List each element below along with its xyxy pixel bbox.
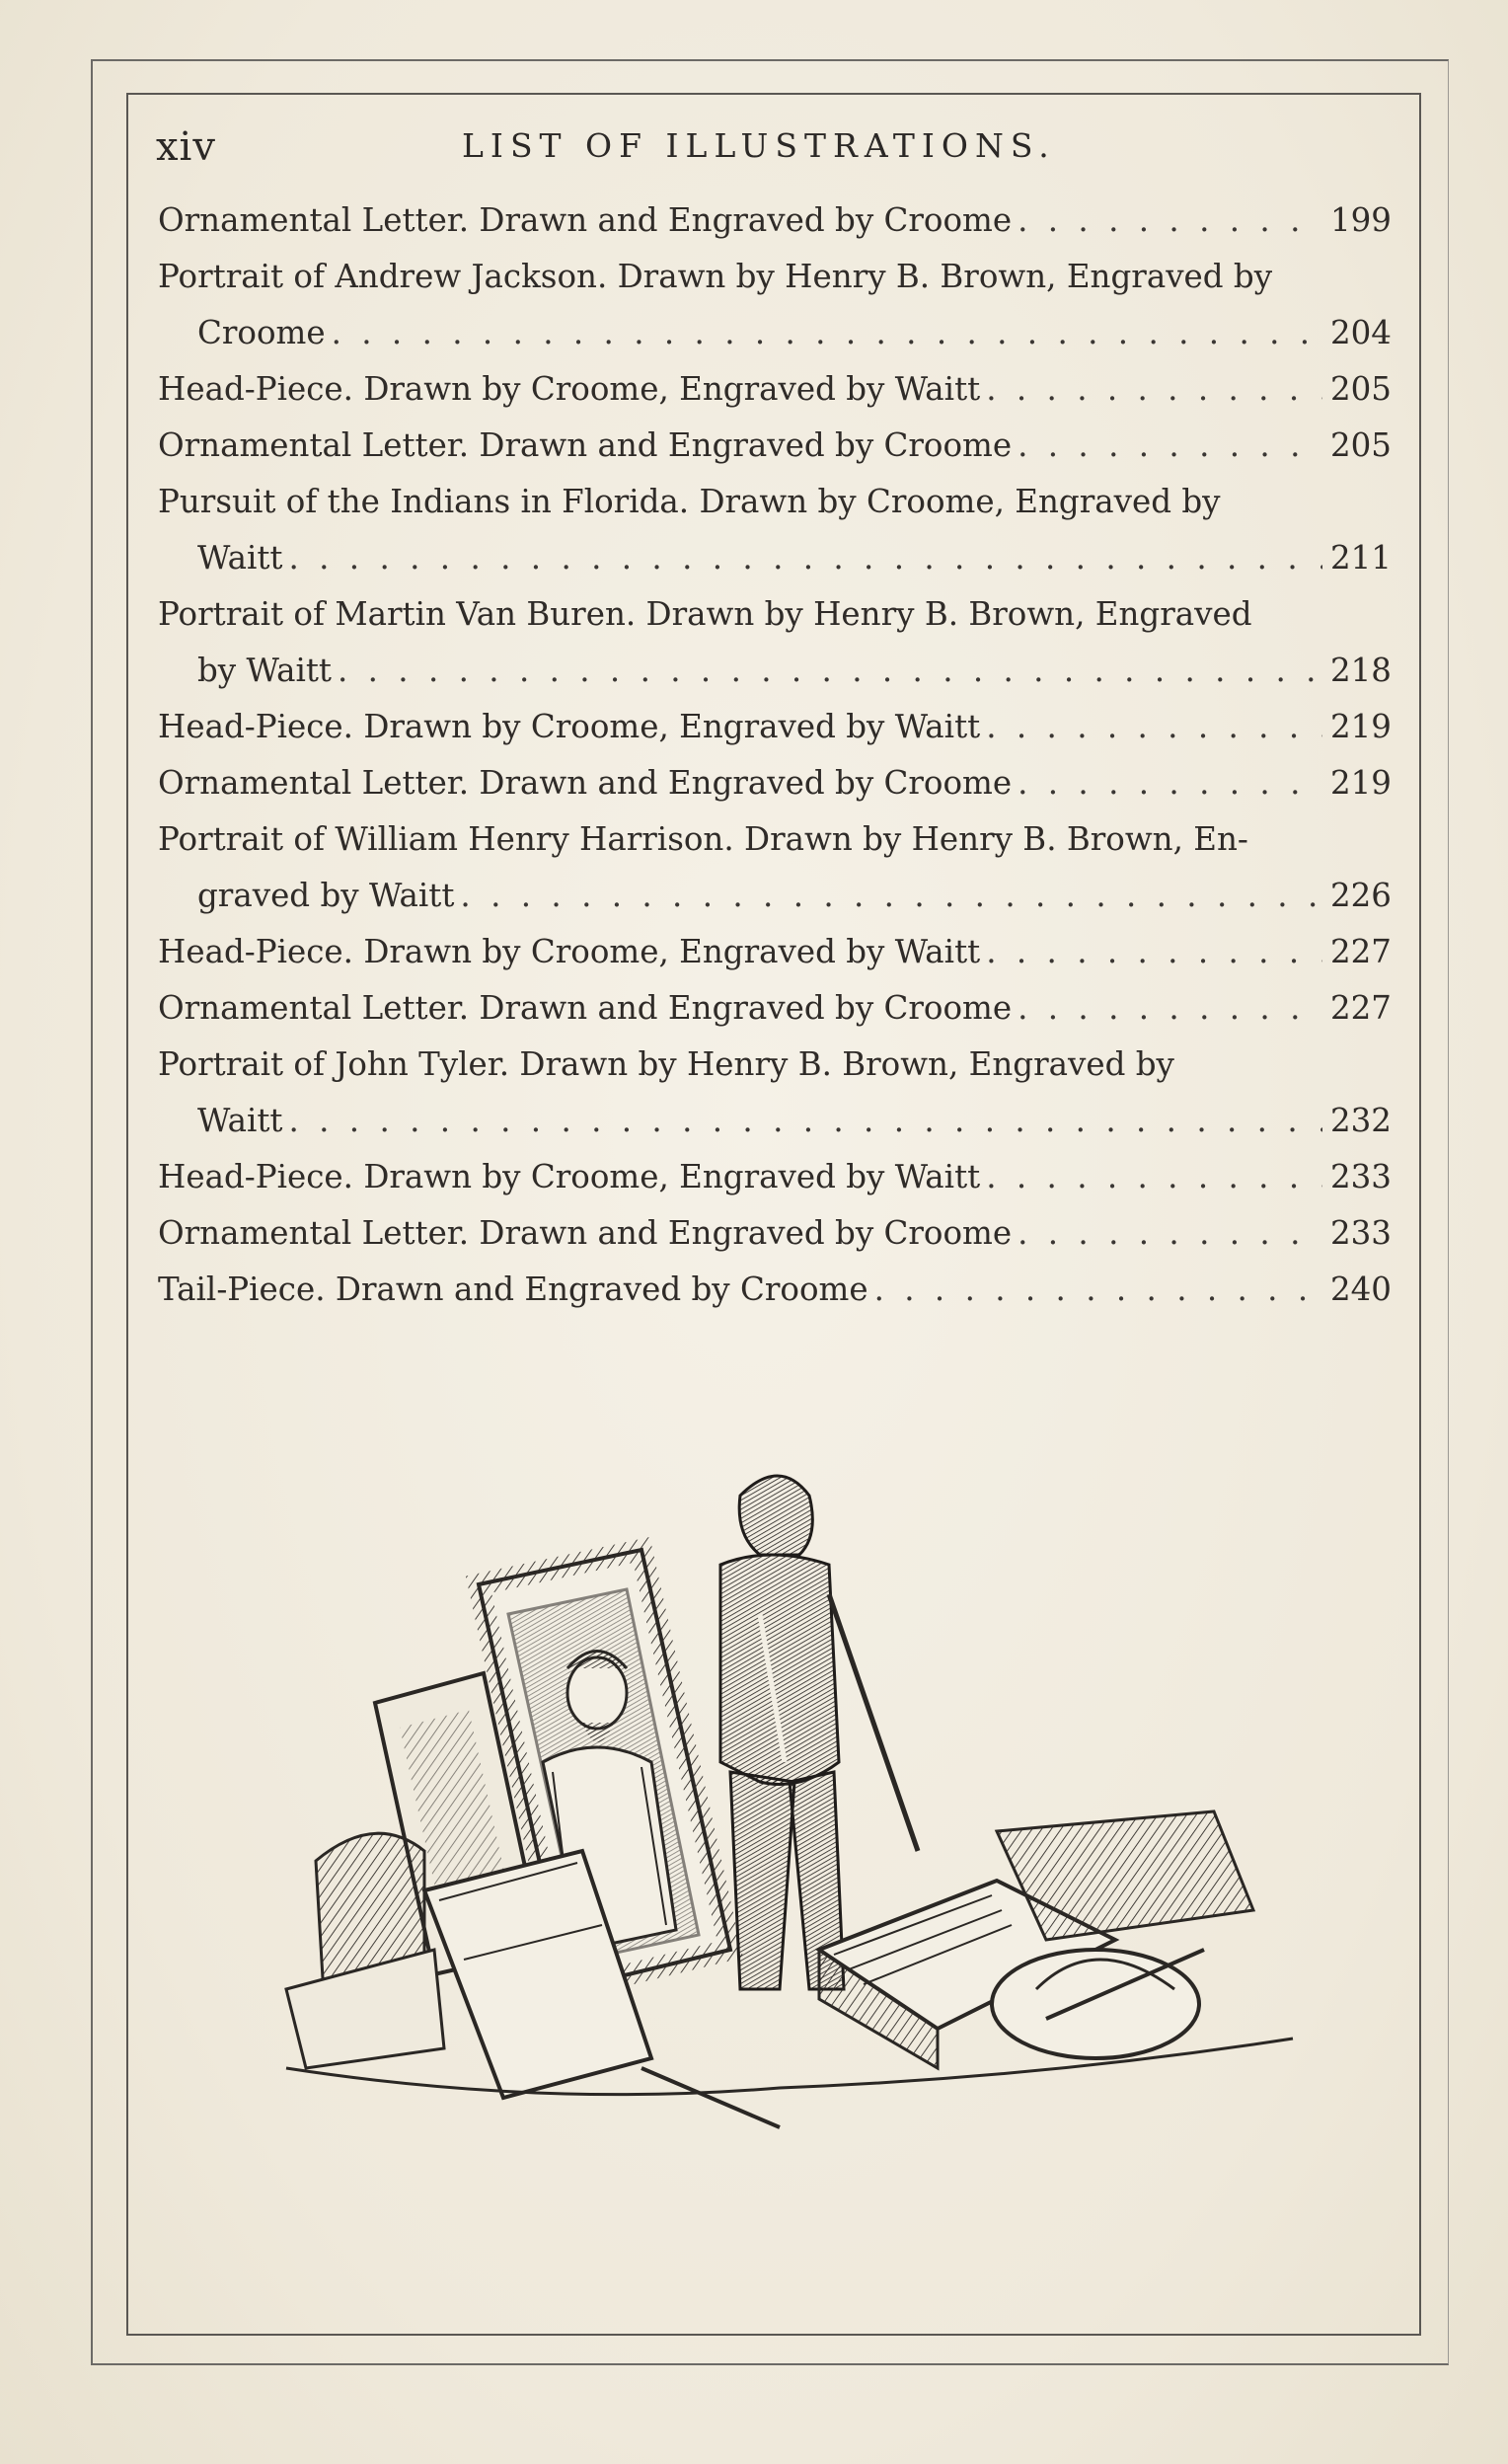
- entry-line: [158, 586, 1392, 643]
- entry-text: Croome: [197, 314, 326, 351]
- entry-text: graved by Waitt: [197, 877, 455, 914]
- page-number: 233: [1329, 1214, 1392, 1252]
- page-number: 199: [1329, 201, 1392, 239]
- entry-text: Portrait of Andrew Jackson. Drawn by Henry B. Brown, Engraved by: [158, 258, 1273, 295]
- entry-line: [158, 811, 1392, 868]
- entry-line-with-page: [158, 361, 1392, 418]
- entry-line: [158, 474, 1392, 530]
- entry-line: [158, 249, 1392, 305]
- entry-text: Ornamental Letter. Drawn and Engraved by Croome: [158, 1214, 1013, 1252]
- dot-leader: [288, 1093, 1322, 1149]
- dot-leader: [986, 924, 1322, 980]
- dot-leader: [288, 530, 1322, 586]
- entry-line-with-page: [158, 699, 1392, 755]
- page-number: 226: [1329, 877, 1392, 914]
- running-head: [156, 120, 1390, 180]
- entry-text: Tail-Piece. Drawn and Engraved by Croome: [158, 1270, 868, 1308]
- entry-line-with-page: [158, 192, 1392, 249]
- tail-piece-engraving: [227, 1436, 1352, 2147]
- entry-text: Head-Piece. Drawn by Croome, Engraved by Waitt: [158, 933, 981, 970]
- entry-text: Head-Piece. Drawn by Croome, Engraved by Waitt: [158, 370, 981, 408]
- page-number: 204: [1329, 314, 1392, 351]
- dot-leader: [1018, 192, 1322, 249]
- entry-text: by Waitt: [197, 652, 332, 689]
- page-number: 205: [1329, 426, 1392, 464]
- entry-text: Pursuit of the Indians in Florida. Drawn by Croome, Engraved by: [158, 483, 1221, 520]
- entry-text: Portrait of William Henry Harrison. Drawn by Henry B. Brown, En-: [158, 820, 1248, 858]
- entry-text: Ornamental Letter. Drawn and Engraved by Croome: [158, 989, 1013, 1027]
- page-number: 232: [1329, 1102, 1392, 1139]
- dot-leader: [1018, 418, 1322, 474]
- page-number: 227: [1329, 933, 1392, 970]
- dot-leader: [986, 361, 1322, 418]
- page-number: 240: [1329, 1270, 1392, 1308]
- page-number: 233: [1329, 1158, 1392, 1195]
- entry-line-with-page: [158, 755, 1392, 811]
- entry-line-with-page: [158, 1093, 1392, 1149]
- page-number: 219: [1329, 708, 1392, 745]
- page-number: 218: [1329, 652, 1392, 689]
- entry-line-with-page: [158, 530, 1392, 586]
- entry-text: Portrait of Martin Van Buren. Drawn by Henry B. Brown, Engraved: [158, 595, 1252, 633]
- entry-line-with-page: [158, 418, 1392, 474]
- entry-line-with-page: [158, 1149, 1392, 1205]
- page-number: 205: [1329, 370, 1392, 408]
- page-number: 219: [1329, 764, 1392, 802]
- entry-line-with-page: [158, 1205, 1392, 1262]
- dot-leader: [1018, 980, 1322, 1037]
- dot-leader: [986, 699, 1322, 755]
- entry-line-with-page: [158, 305, 1392, 361]
- entry-text: Ornamental Letter. Drawn and Engraved by Croome: [158, 764, 1013, 802]
- entry-text: Waitt: [197, 539, 283, 577]
- entry-line-with-page: [158, 924, 1392, 980]
- page-number: 227: [1329, 989, 1392, 1027]
- dot-leader: [1018, 1205, 1322, 1262]
- entry-text: Portrait of John Tyler. Drawn by Henry B. Brown, Engraved by: [158, 1045, 1174, 1083]
- entry-text: Ornamental Letter. Drawn and Engraved by Croome: [158, 201, 1013, 239]
- page-title: LIST OF ILLUSTRATIONS.: [462, 126, 1056, 165]
- entry-text: Head-Piece. Drawn by Croome, Engraved by Waitt: [158, 1158, 981, 1195]
- entry-text: Ornamental Letter. Drawn and Engraved by Croome: [158, 426, 1013, 464]
- page-number: 211: [1329, 539, 1392, 577]
- entry-line-with-page: [158, 868, 1392, 924]
- dot-leader: [338, 643, 1322, 699]
- illustrations-list: [158, 192, 1392, 1318]
- entry-text: Waitt: [197, 1102, 283, 1139]
- dot-leader: [874, 1262, 1322, 1318]
- entry-line-with-page: [158, 1262, 1392, 1318]
- entry-line: [158, 1037, 1392, 1093]
- dot-leader: [332, 305, 1322, 361]
- dot-leader: [460, 868, 1322, 924]
- entry-text: Head-Piece. Drawn by Croome, Engraved by Waitt: [158, 708, 981, 745]
- dot-leader: [986, 1149, 1322, 1205]
- page-folio: xiv: [156, 124, 216, 170]
- dot-leader: [1018, 755, 1322, 811]
- entry-line-with-page: [158, 980, 1392, 1037]
- entry-line-with-page: [158, 643, 1392, 699]
